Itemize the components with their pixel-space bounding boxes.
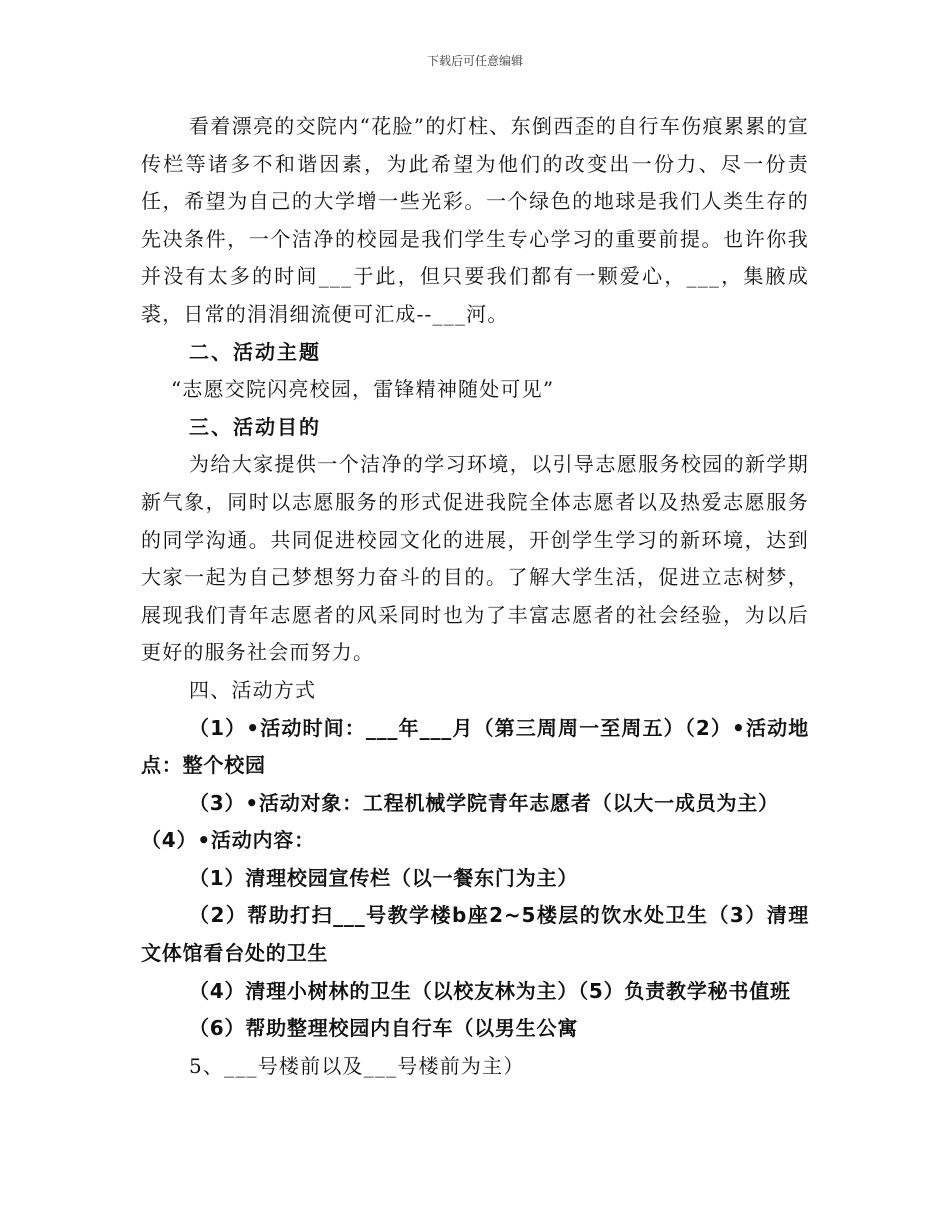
purpose-paragraph: 为给大家提供一个洁净的学习环境，以引导志愿服务校园的新学期新气象，同时以志愿服务的形式促进我院全体志愿者以及热爱志愿服务的同学沟通。共同促进校园文化的进展，开创学生学习的新环境，达到大家一起为自己梦想努力奋斗的目的。了解大学生活，促进立志树梦，展现我们青年志愿者的风采同时也为了丰富志愿者的社会经验，为以后更好的服务社会而努力。 <box>141 452 809 665</box>
content-item-1: （1）清理校园宣传栏（以一餐东门为主） <box>189 865 579 890</box>
document-body <box>141 108 809 1085</box>
page-header: 下载后可任意编辑 <box>426 54 523 68</box>
section-heading-theme: 二、活动主题 <box>189 339 321 364</box>
content-item-6: （6）帮助整理校园内自行车（以男生公寓 <box>189 1016 579 1041</box>
activity-theme: “志愿交院闪亮校园，雷锋精神随处可见” <box>171 377 555 402</box>
section-heading-purpose: 三、活动目的 <box>189 414 321 439</box>
content-item-4-5: （4）清理小树林的卫生（以校友林为主）（5）负责教学秘书值班 <box>189 978 791 1003</box>
intro-paragraph: 看着漂亮的交院内“花脸”的灯柱、东倒西歪的自行车伤痕累累的宣传栏等诸多不和谐因素，为此希望为他们的改变出一份力、尽一份责任，希望为自己的大学增一些光彩。一个绿色的地球是我们人类生存的先决条件，一个洁净的校园是我们学生专心学习的重要前提。也许你我并没有太多的时间___于此，但只要我们都有一颗爱心，___，集腋成裘，日常的涓涓细流便可汇成--___河。 <box>141 114 809 326</box>
section-heading-method: 四、活动方式 <box>189 677 317 702</box>
content-item-6-continued: 5、___号楼前以及___号楼前为主） <box>189 1053 525 1078</box>
activity-target: （3）•活动对象：工程机械学院青年志愿者（以大一成员为主） <box>189 790 779 815</box>
activity-time-place: （1）•活动时间：___年___月（第三周周一至周五）（2）•活动地点：整个校园 <box>141 715 809 778</box>
content-item-2-3: （2）帮助打扫___号教学楼b座2~5楼层的饮水处卫生（3）清理文体馆看台处的卫生 <box>141 903 809 966</box>
activity-content-label: （4）•活动内容： <box>141 828 315 853</box>
